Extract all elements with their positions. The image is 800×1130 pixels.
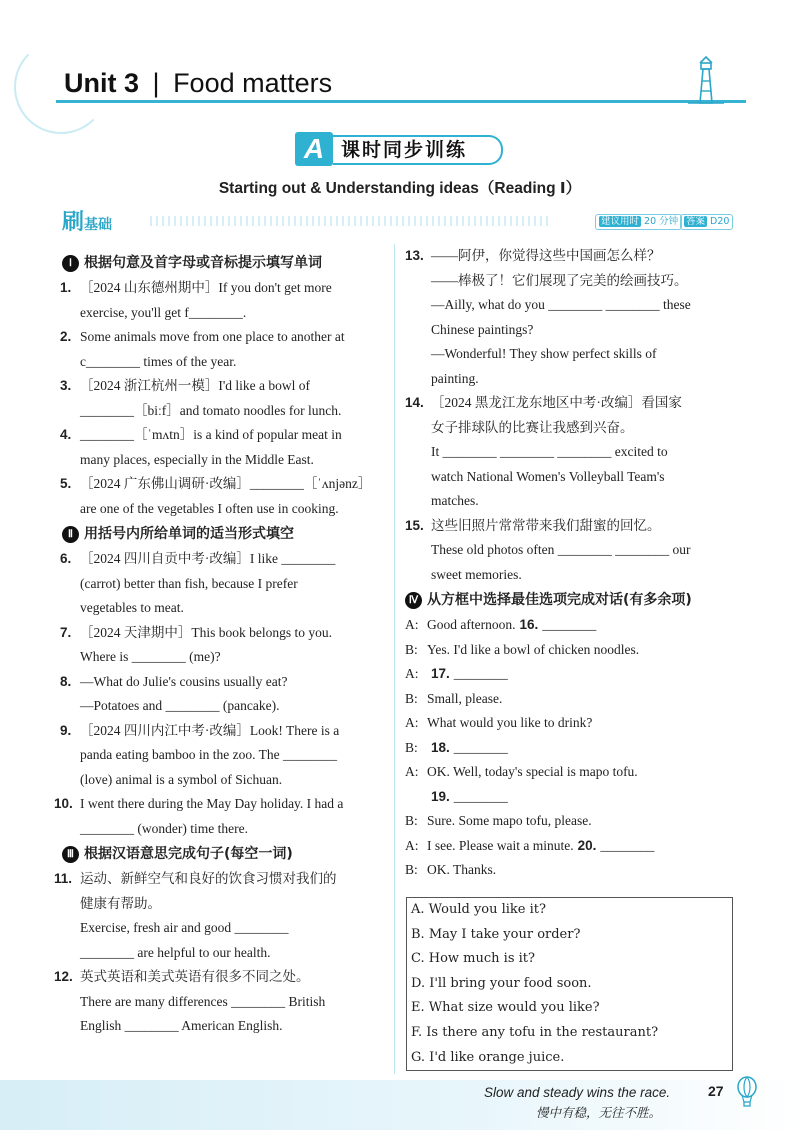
blank-number: 17. <box>431 666 450 681</box>
question-number: 6. <box>60 551 72 566</box>
option-f: F. Is there any tofu in the restaurant? <box>411 1024 659 1040</box>
lesson-subtitle: Starting out & Understanding ideas（Reading Ⅰ） <box>218 180 582 197</box>
dialogue-speaker: A: <box>405 617 419 632</box>
question <box>60 670 384 719</box>
question-number: 2. <box>60 329 72 344</box>
question-number: 3. <box>60 378 72 393</box>
question-line: many places, especially in the Middle East. <box>80 451 314 467</box>
question-line: Some animals move from one place to another at <box>80 329 345 344</box>
title-separator: | <box>152 68 160 98</box>
answer-blank[interactable]: ________ <box>600 837 655 853</box>
question-line: 英式英语和美式英语有很多不同之处。 <box>80 969 310 984</box>
option-d: D. I'll bring your food soon. <box>411 975 592 991</box>
options-box <box>406 897 733 1071</box>
question-number: 7. <box>60 624 72 640</box>
question-number: 14. <box>405 395 424 410</box>
section-number: Ⅰ <box>62 255 79 272</box>
question-line: 健康有帮助。 <box>80 895 161 911</box>
footer-band <box>0 1080 800 1130</box>
section-number: Ⅲ <box>62 846 79 863</box>
question-line: 这些旧照片常常带来我们甜蜜的回忆。 <box>431 517 661 533</box>
question-line: ［2024 天津期中］This book belongs to you. <box>80 624 332 640</box>
dialogue-line <box>405 662 735 687</box>
question-number: 1. <box>60 280 72 295</box>
dialogue-line <box>405 858 735 883</box>
footer-proverb-chinese: 慢中有稳，无往不胜。 <box>536 1105 662 1120</box>
question <box>60 325 384 374</box>
dialogue-line <box>405 613 735 638</box>
question <box>60 276 384 325</box>
dialogue-line <box>405 687 735 712</box>
question-line: 女子排球队的比赛让我感到兴奋。 <box>431 419 634 435</box>
answer-blank[interactable]: ________ <box>453 788 508 804</box>
left-column <box>54 250 384 1039</box>
dialogue-speaker: B: <box>405 813 418 828</box>
dialogue-line <box>405 785 735 810</box>
question-line: I went there during the May Day holiday. I had a <box>80 796 344 811</box>
dialogue-text: OK. Thanks. <box>427 862 497 877</box>
question-line: ________［ˈmʌtn］is a kind of popular meat in <box>80 427 342 442</box>
dialogue-text: Yes. I'd like a bowl of chicken noodles. <box>427 641 640 657</box>
question-number: 13. <box>405 248 424 263</box>
option-b: B. May I take your order? <box>411 926 581 942</box>
question <box>60 719 384 793</box>
question-line: Where is ________ (me)? <box>80 649 221 664</box>
dialogue-speaker: A: <box>405 837 419 853</box>
question-line: ——棒极了！它们展现了完美的绘画技巧。 <box>431 272 688 288</box>
dialogue-speaker: A: <box>405 715 419 730</box>
answer-label: 答案 <box>686 216 706 227</box>
dialogue-line <box>405 834 735 859</box>
question-line: c________ times of the year. <box>80 353 237 369</box>
dialogue-line <box>405 736 735 761</box>
question-line: matches. <box>431 493 479 508</box>
dialogue-text: What would you like to drink? <box>427 715 593 730</box>
question-line: ［2024 山东德州期中］If you don't get more <box>80 280 332 295</box>
dialogue-line <box>405 809 735 834</box>
question-line: Chinese paintings? <box>431 321 534 337</box>
option-e: E. What size would you like? <box>411 1000 600 1016</box>
question-number: 10. <box>54 796 73 811</box>
section-banner <box>295 132 500 166</box>
question-line: ________ are helpful to our health. <box>80 944 271 960</box>
basic-label-small: 基础 <box>84 217 113 233</box>
question <box>60 621 384 670</box>
dialogue-text: Good afternoon. <box>427 617 516 632</box>
dialogue-text: I see. Please wait a minute. <box>427 837 574 853</box>
basic-label-big: 刷 <box>62 210 85 235</box>
section-title: 根据汉语意思完成句子(每空一词) <box>84 846 293 862</box>
question <box>405 244 735 293</box>
dialogue-speaker: A: <box>405 666 419 681</box>
answer-blank[interactable]: ________ <box>542 617 597 632</box>
question-line: English ________ American English. <box>80 1018 283 1033</box>
time-label: 建议用时 <box>601 216 640 227</box>
question-line: There are many differences ________ British <box>80 993 326 1009</box>
question-line: —Ailly, what do you ________ ________ these <box>431 297 691 312</box>
dialogue <box>405 613 735 883</box>
blank-number: 18. <box>431 739 450 755</box>
dialogue-speaker: B: <box>405 641 418 657</box>
question-line: painting. <box>431 370 479 386</box>
question-line: panda eating bamboo in the zoo. The ________ <box>80 747 337 762</box>
option-c: C. How much is it? <box>411 951 535 967</box>
unit-topic: Food matters <box>173 68 333 98</box>
blank-number: 16. <box>519 617 539 632</box>
dialogue-speaker: A: <box>405 764 419 779</box>
question-line: It ________ ________ ________ excited to <box>431 444 668 459</box>
unit-label: Unit 3 <box>64 68 140 98</box>
page-title <box>64 68 332 99</box>
column-divider <box>394 244 395 1074</box>
question-line: ——阿伊，你觉得这些中国画怎么样？ <box>431 248 661 263</box>
answer-value: D20 <box>710 216 730 227</box>
question-number: 12. <box>54 969 73 984</box>
question-number: 9. <box>60 722 72 738</box>
dialogue-speaker: B: <box>405 690 418 706</box>
question <box>60 423 384 472</box>
question-number: 4. <box>60 427 72 442</box>
banner-letter: A <box>295 132 333 166</box>
dialogue-line <box>405 638 735 663</box>
section-title: 用括号内所给单词的适当形式填空 <box>84 526 294 542</box>
banner-title: 课时同步训练 <box>333 135 503 165</box>
question-line: are one of the vegetables I often use in cooking. <box>80 500 339 516</box>
option-g: G. I'd like orange juice. <box>411 1049 565 1065</box>
header-rule <box>56 100 746 103</box>
question-line: exercise, you'll get f________. <box>80 304 247 320</box>
question <box>60 374 384 423</box>
question-line: —Potatoes and ________ (pancake). <box>80 698 280 713</box>
question-number: 8. <box>60 673 72 689</box>
question-line: ［2024 四川内江中考·改编］Look! There is a <box>80 722 340 738</box>
section-number: Ⅱ <box>62 526 79 543</box>
question-line: (love) animal is a symbol of Sichuan. <box>80 771 283 787</box>
question-line: —Wonderful! They show perfect skills of <box>431 346 657 361</box>
question-line: ［2024 黑龙江龙东地区中考·改编］看国家 <box>431 395 682 410</box>
section-heading <box>62 841 384 867</box>
hot-air-balloon-icon <box>736 1076 758 1108</box>
section-title: 根据句意及首字母或音标提示填写单词 <box>84 255 322 271</box>
question-line: sweet memories. <box>431 566 522 582</box>
question <box>54 867 384 965</box>
question-line: These old photos often ________ ________ our <box>431 542 691 557</box>
question-line: (carrot) better than fish, because I prefer <box>80 575 298 591</box>
question-line: ________ (wonder) time there. <box>80 820 248 836</box>
question-line: ［2024 浙江杭州一模］I'd like a bowl of <box>80 378 311 393</box>
question-line: vegetables to meat. <box>80 600 184 615</box>
question-number: 15. <box>405 517 424 533</box>
footer-proverb: Slow and steady wins the race. <box>484 1085 671 1100</box>
question-line: watch National Women's Volleyball Team's <box>431 468 665 484</box>
question-line: ［2024 广东佛山调研·改编］________［ˈʌnjənz］ <box>80 476 372 491</box>
question <box>405 391 735 514</box>
blank-number: 20. <box>577 837 597 853</box>
section-heading <box>62 250 384 276</box>
dialogue-text: OK. Well, today's special is mapo tofu. <box>427 764 638 779</box>
section-heading <box>62 521 384 547</box>
suggested-time-badge <box>595 214 682 230</box>
answer-page-badge <box>680 214 733 230</box>
question <box>60 547 384 621</box>
question <box>405 514 735 588</box>
question <box>54 965 384 1039</box>
section-number: Ⅳ <box>405 592 422 609</box>
option-a: A. Would you like it? <box>411 902 546 917</box>
dialogue-speaker: B: <box>405 862 418 877</box>
answer-blank[interactable]: ________ <box>453 739 508 755</box>
question-line: 运动、新鲜空气和良好的饮食习惯对我们的 <box>80 871 337 886</box>
section-heading <box>405 587 735 613</box>
answer-blank[interactable]: ________ <box>453 666 508 681</box>
dialogue-text: Sure. Some mapo tofu, please. <box>427 813 592 828</box>
basic-label <box>62 205 112 236</box>
dialogue-text: Small, please. <box>427 690 503 706</box>
dialogue-speaker: B: <box>405 739 418 755</box>
question-line: ［2024 四川自贡中考·改编］I like ________ <box>80 551 336 566</box>
question-number: 5. <box>60 476 72 491</box>
question <box>54 792 384 841</box>
section-title: 从方框中选择最佳选项完成对话(有多余项) <box>427 592 692 608</box>
question-line: ________［biːf］and tomato noodles for lunch. <box>80 402 342 418</box>
question-number: 11. <box>54 871 73 886</box>
right-column <box>405 244 735 883</box>
dialogue-line <box>405 760 735 785</box>
decorative-stripes <box>150 216 550 226</box>
blank-number: 19. <box>431 788 450 804</box>
page-number: 27 <box>708 1083 724 1099</box>
question-line: —What do Julie's cousins usually eat? <box>80 673 288 689</box>
time-value: 20 分钟 <box>644 216 679 227</box>
lighthouse-icon <box>686 55 726 105</box>
dialogue-line <box>405 711 735 736</box>
question-line: Exercise, fresh air and good ________ <box>80 920 289 935</box>
question <box>60 472 384 521</box>
